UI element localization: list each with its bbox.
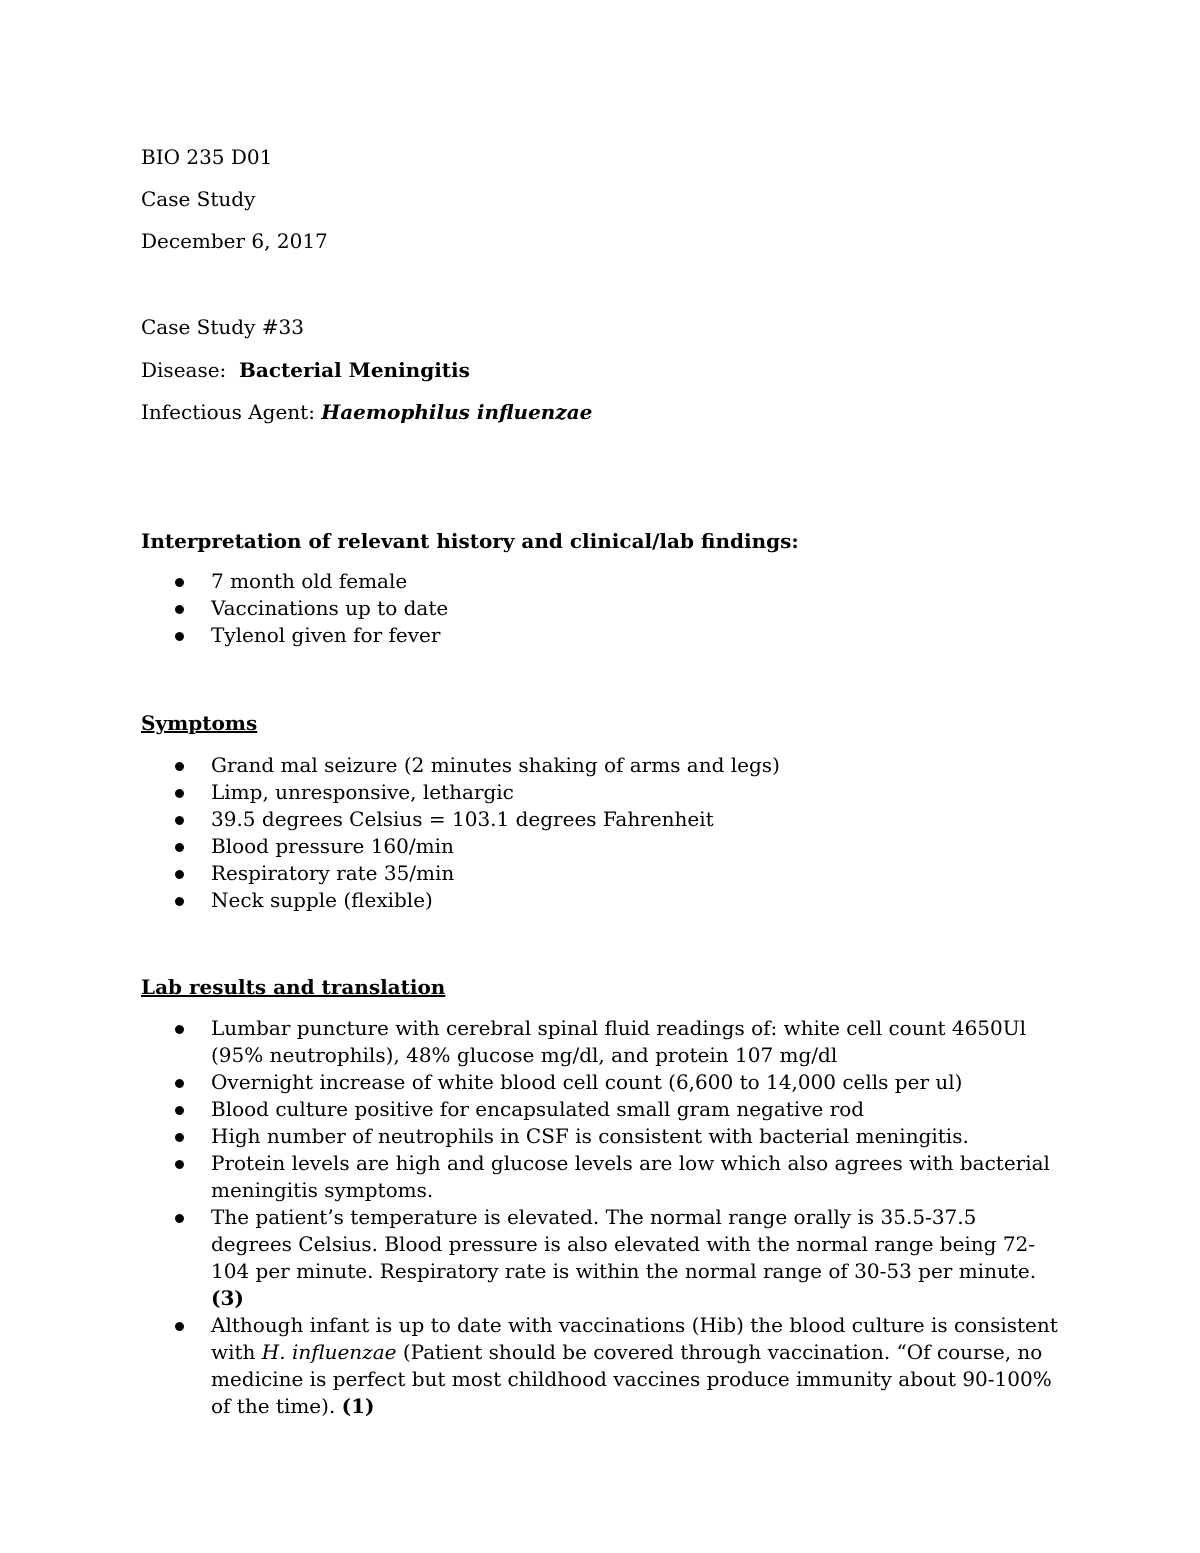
agent-line [141, 400, 592, 424]
interpretation-heading: Interpretation of relevant history and clinical/lab findings: [141, 529, 799, 553]
list-item: Lumbar puncture with cerebral spinal fluid readings of: white cell count 4650Ul (95% neutrophils), 48% glucose mg/dl, and protein 107 mg/dl [141, 1015, 1061, 1069]
disease-value: Bacterial Meningitis [239, 358, 470, 382]
citation-ref: (1) [341, 1394, 375, 1418]
agent-label: Infectious Agent: [141, 400, 315, 424]
document-date: December 6, 2017 [141, 229, 328, 253]
list-item: Overnight increase of white blood cell count (6,600 to 14,000 cells per ul) [141, 1069, 1061, 1096]
list-item: The patient’s temperature is elevated. The normal range orally is 35.5-37.5 degrees Celsius. Blood pressure is also elevated with the normal range being 72-104 per minute. Respiratory rate is within the normal range of 30-53 per minute. (3) [141, 1204, 1061, 1312]
bullet-icon [175, 578, 184, 587]
list-item: Protein levels are high and glucose levels are low which also agrees with bacterial meningitis symptoms. [141, 1150, 1061, 1204]
list-item: High number of neutrophils in CSF is consistent with bacterial meningitis. [141, 1123, 1061, 1150]
disease-label: Disease: [141, 358, 227, 382]
list-item: Limp, unresponsive, lethargic [141, 779, 1061, 806]
list-item: Grand mal seizure (2 minutes shaking of arms and legs) [141, 752, 1061, 779]
bullet-icon [175, 1106, 184, 1115]
course-code: BIO 235 D01 [141, 145, 273, 169]
bullet-icon [175, 762, 184, 771]
list-item: Although infant is up to date with vaccinations (Hib) the blood culture is consistent with H. influenzae (Patient should be covered through vaccination. “Of course, no medicine is perfect but most childhood vaccines produce immunity about 90-100% of the time). (1) [141, 1312, 1061, 1420]
disease-line [141, 358, 470, 382]
document-type: Case Study [141, 187, 256, 211]
bullet-icon [175, 1133, 184, 1142]
case-number: Case Study #33 [141, 315, 304, 339]
bullet-icon [175, 870, 184, 879]
organism-name: H. influenzae [261, 1340, 397, 1364]
bullet-icon [175, 816, 184, 825]
list-item: Blood pressure 160/min [141, 833, 1061, 860]
interpretation-list [141, 568, 1061, 649]
bullet-icon [175, 843, 184, 852]
list-item: 39.5 degrees Celsius = 103.1 degrees Fahrenheit [141, 806, 1061, 833]
bullet-icon [175, 897, 184, 906]
list-item: Neck supple (flexible) [141, 887, 1061, 914]
list-item: Respiratory rate 35/min [141, 860, 1061, 887]
bullet-icon [175, 1322, 184, 1331]
bullet-icon [175, 1079, 184, 1088]
lab-heading: Lab results and translation [141, 975, 446, 999]
symptoms-heading: Symptoms [141, 711, 258, 735]
list-item: Vaccinations up to date [141, 595, 1061, 622]
bullet-icon [175, 1160, 184, 1169]
lab-list [141, 1015, 1061, 1420]
bullet-icon [175, 1025, 184, 1034]
symptoms-list [141, 752, 1061, 914]
list-item: Tylenol given for fever [141, 622, 1061, 649]
list-item: 7 month old female [141, 568, 1061, 595]
list-item: Blood culture positive for encapsulated small gram negative rod [141, 1096, 1061, 1123]
bullet-icon [175, 789, 184, 798]
bullet-icon [175, 1214, 184, 1223]
bullet-icon [175, 632, 184, 641]
bullet-icon [175, 605, 184, 614]
agent-value: Haemophilus influenzae [321, 400, 593, 424]
citation-ref: (3) [211, 1286, 244, 1310]
